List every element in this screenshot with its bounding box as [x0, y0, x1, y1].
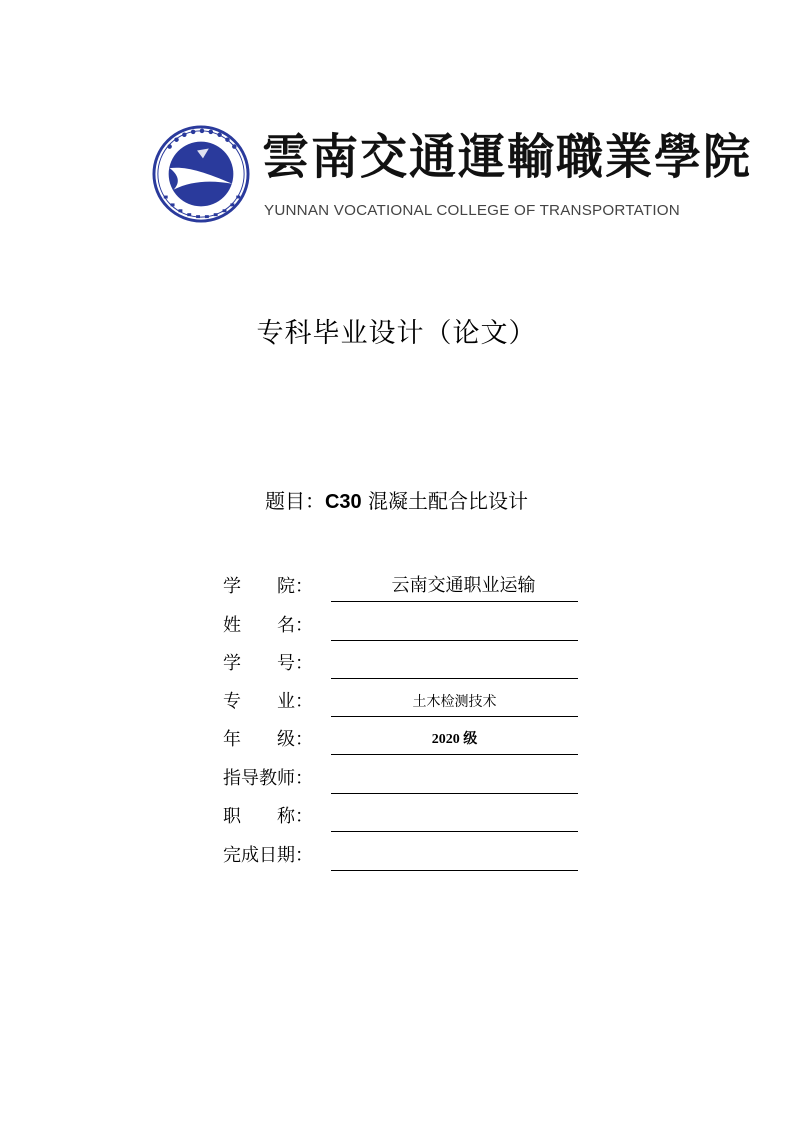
school-name-en: YUNNAN VOCATIONAL COLLEGE OF TRANSPORTATION [264, 202, 680, 219]
field-value-title [331, 804, 578, 832]
field-value-name [331, 613, 578, 641]
field-row-major [223, 689, 583, 719]
field-label-grade: 年 级： [223, 729, 313, 750]
field-row-name [223, 613, 583, 643]
field-value-completion-date [331, 843, 578, 871]
document-type-title: 专科毕业设计（论文） [256, 318, 537, 349]
field-label-name: 姓 名： [223, 615, 313, 636]
field-value-grade [331, 727, 578, 755]
school-emblem-icon [152, 125, 250, 223]
field-value-advisor [331, 766, 578, 794]
topic-rest: 混凝土配合比设计 [361, 489, 529, 513]
field-value-college [331, 574, 578, 602]
school-name-cn: 雲南交通運輸職業學院 [262, 129, 753, 185]
field-row-completion-date [223, 843, 583, 873]
college-value: 云南交通职业运输 [391, 575, 536, 596]
field-label-advisor: 指导教师： [223, 768, 313, 789]
field-label-completion-date: 完成日期： [223, 845, 313, 866]
field-row-student-id [223, 651, 583, 681]
field-label-college: 学 院： [223, 576, 313, 597]
field-label-title: 职 称： [223, 806, 313, 827]
major-value: 土木检测技术 [412, 694, 497, 710]
field-value-student-id [331, 651, 578, 679]
thesis-topic [0, 487, 793, 516]
field-value-major [331, 689, 578, 717]
field-label-student-id: 学 号： [223, 653, 313, 674]
field-row-grade [223, 727, 583, 757]
topic-prefix: 题目： [264, 489, 325, 513]
topic-code: C30 [324, 491, 362, 513]
field-row-college [223, 574, 583, 604]
field-row-advisor [223, 766, 583, 796]
field-row-title [223, 804, 583, 834]
field-label-major: 专 业： [223, 691, 313, 712]
grade-value: 2020 级 [431, 732, 478, 747]
